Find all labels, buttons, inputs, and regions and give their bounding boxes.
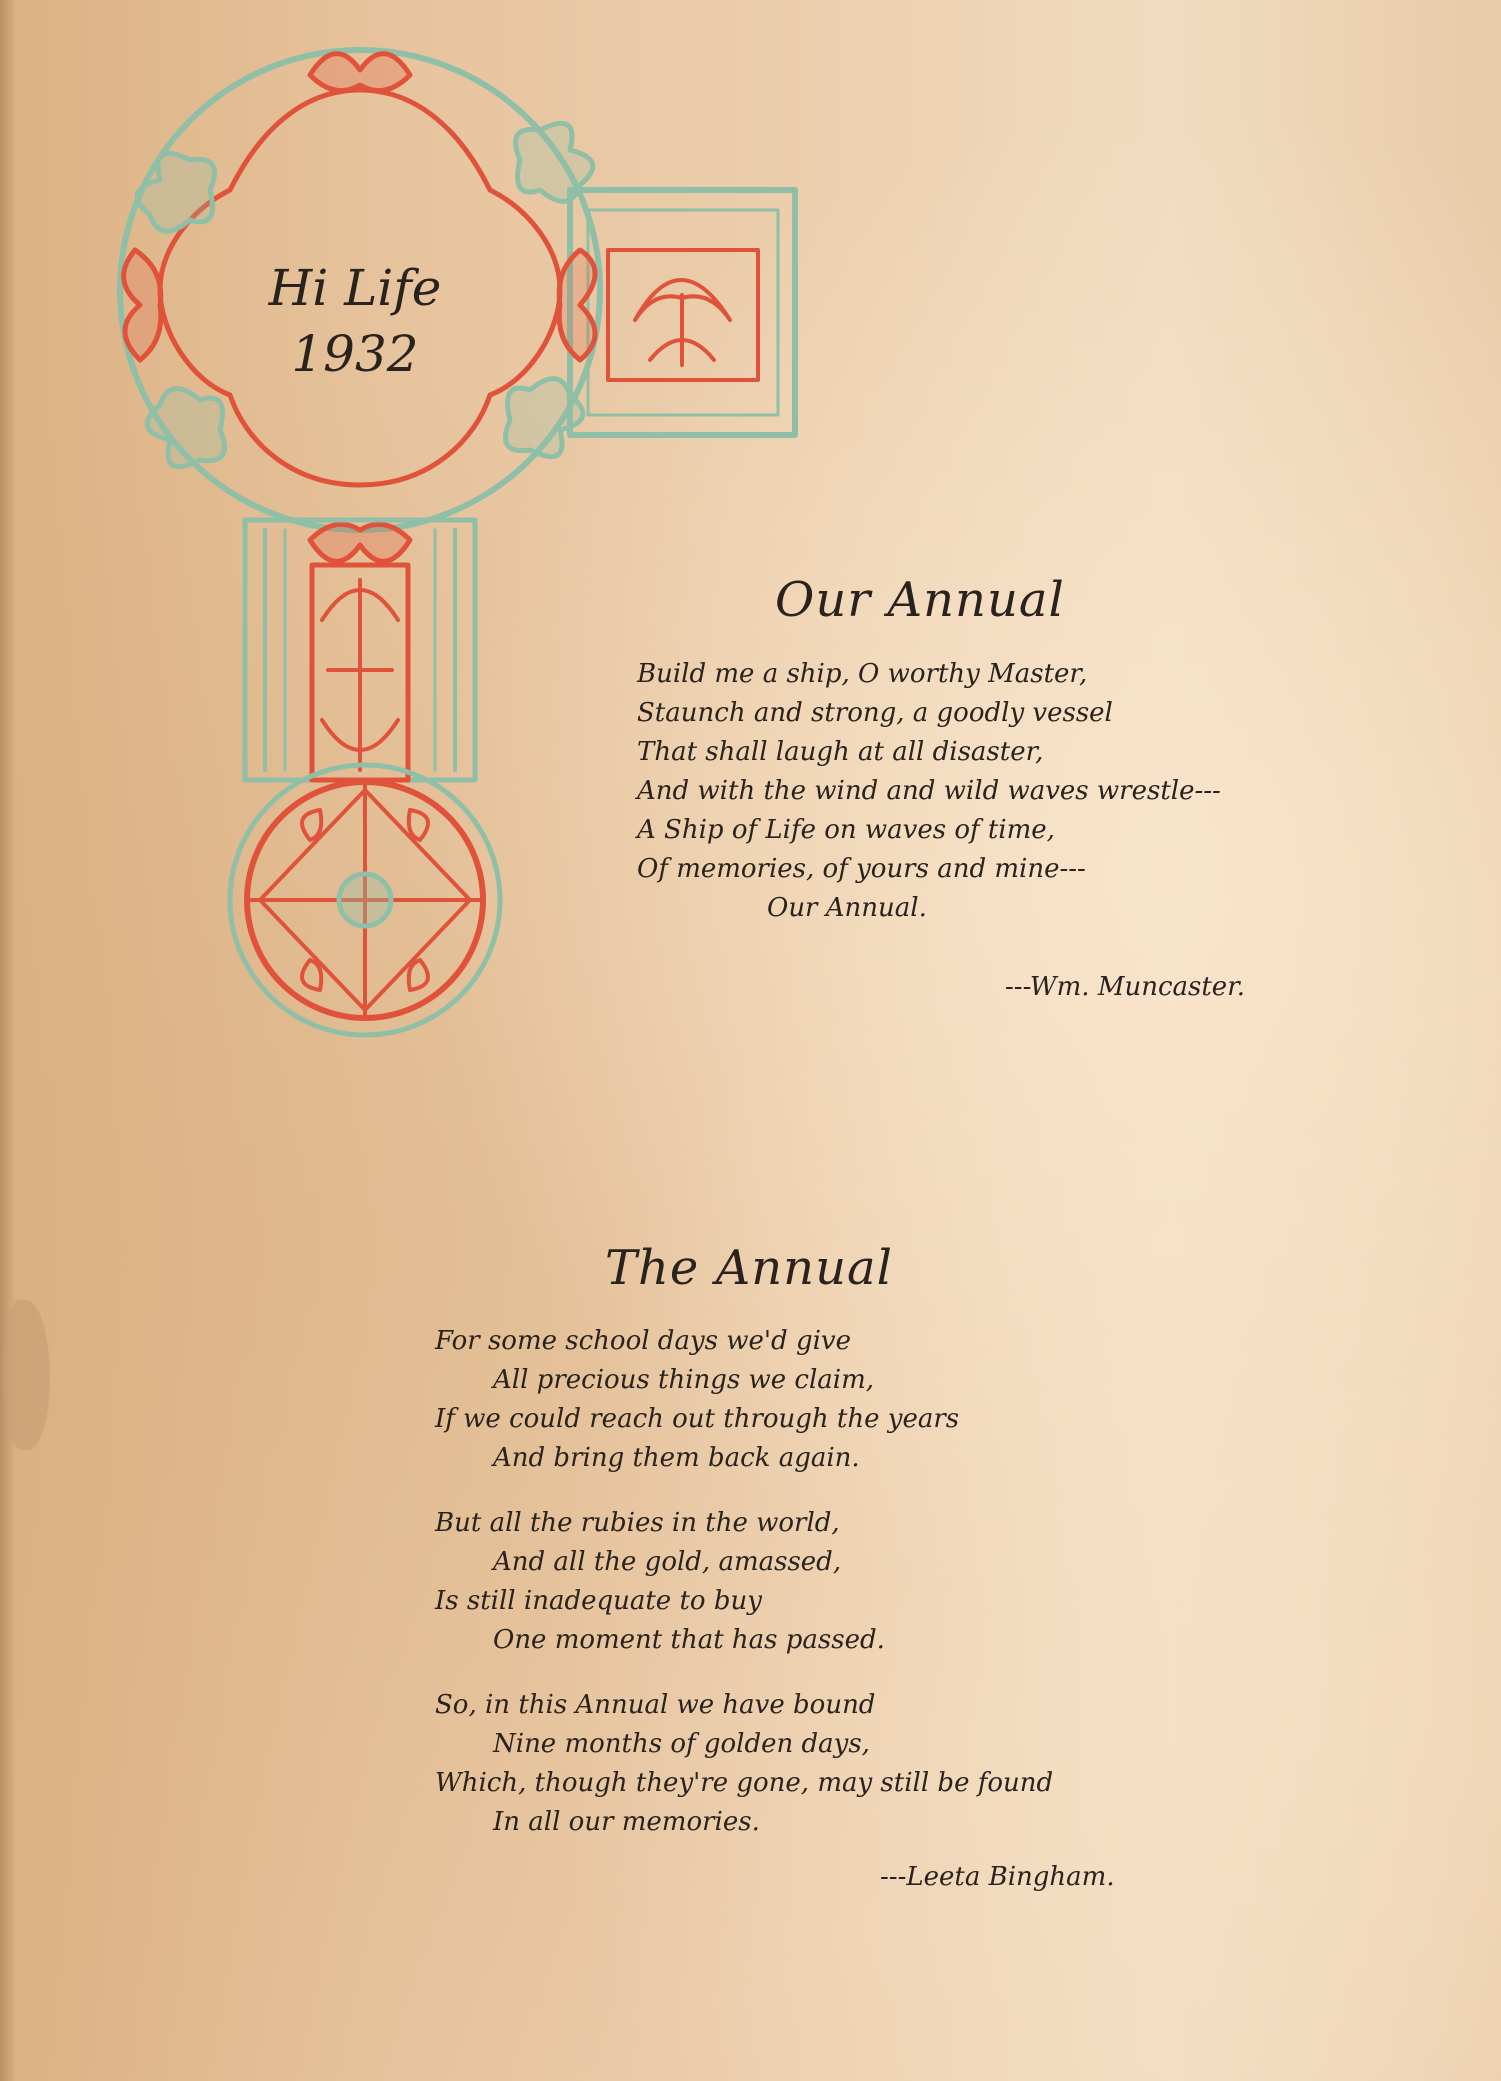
poem2-line: For some school days we'd give [435, 1326, 851, 1356]
poem1-line: And with the wind and wild waves wrestle--- [637, 776, 1221, 806]
poem2-line: And all the gold, amassed, [493, 1547, 842, 1577]
page-spine-edge [0, 0, 14, 2081]
poem1-line: Our Annual. [767, 893, 927, 923]
poem1-line: That shall laugh at all disaster, [637, 737, 1044, 767]
stanza-gap [435, 1660, 1053, 1686]
poem2-line: One moment that has passed. [493, 1625, 885, 1655]
poem1-line: A Ship of Life on waves of time, [637, 815, 1055, 845]
poem1-line: Build me a ship, O worthy Master, [637, 659, 1088, 689]
paper-tear [4, 1300, 50, 1450]
poem2-line: Is still inadequate to buy [435, 1586, 762, 1616]
poem1-line: Of memories, of yours and mine--- [637, 854, 1086, 884]
stanza-gap [435, 1478, 1053, 1504]
poem2-title: The Annual [605, 1240, 893, 1296]
poem2-line: If we could reach out through the years [435, 1404, 960, 1434]
poem2-line: So, in this Annual we have bound [435, 1690, 876, 1720]
poem1-line: Staunch and strong, a goodly vessel [637, 698, 1113, 728]
poem1-author: ---Wm. Muncaster. [1005, 972, 1246, 1002]
poem2-line: In all our memories. [493, 1807, 760, 1837]
poem2-line: Which, though they're gone, may still be found [435, 1768, 1054, 1798]
poem2-body [435, 1322, 1053, 1842]
ornament-title-line1: Hi Life [268, 259, 442, 317]
poem2-line: Nine months of golden days, [493, 1729, 870, 1759]
poem2-author: ---Leeta Bingham. [880, 1862, 1115, 1892]
poem2-line: All precious things we claim, [493, 1365, 875, 1395]
poem2-line: And bring them back again. [493, 1443, 860, 1473]
poem1-title: Our Annual [775, 572, 1065, 628]
ornament-title [200, 255, 510, 387]
ornament-title-line2: 1932 [291, 325, 419, 383]
poem1-body [637, 655, 1221, 928]
poem2-line: But all the rubies in the world, [435, 1508, 840, 1538]
